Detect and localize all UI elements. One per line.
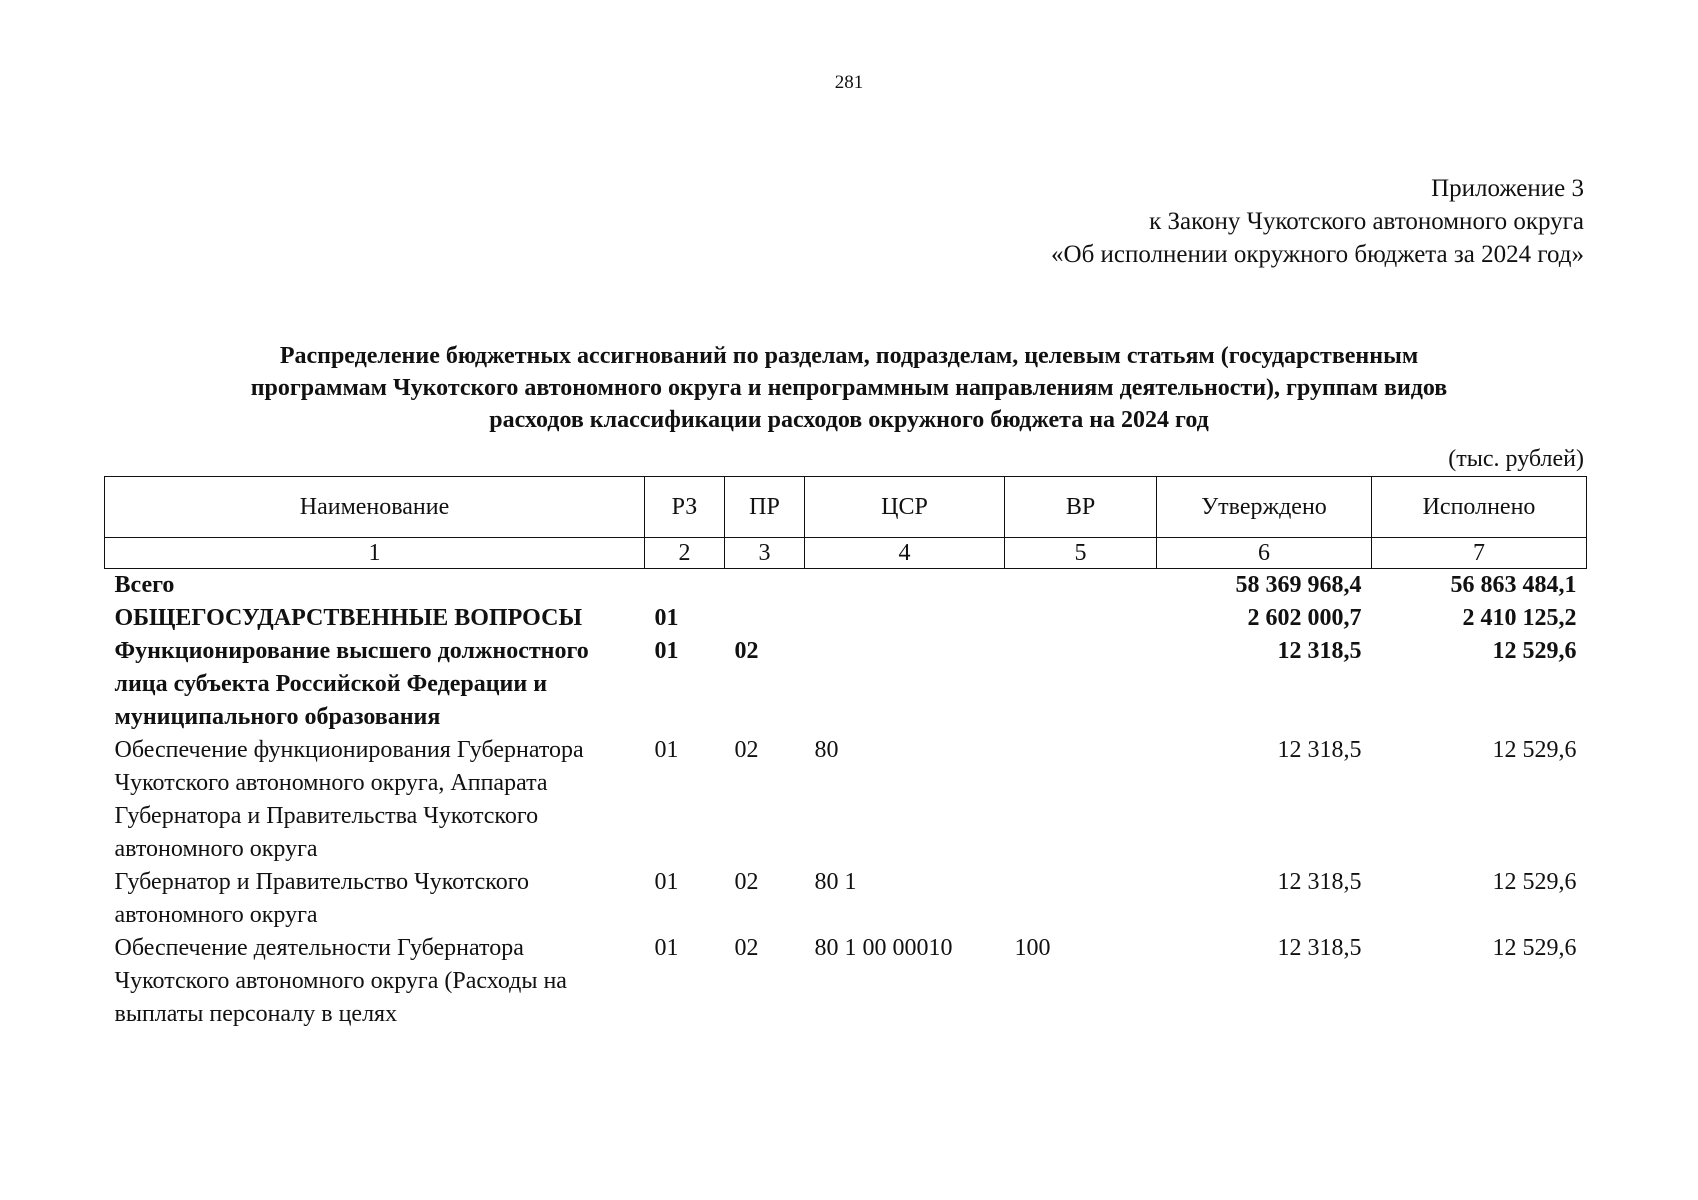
- units-label: (тыс. рублей): [1448, 446, 1584, 472]
- row-executed: 12 529,6: [1492, 638, 1577, 664]
- row-name: Всего: [114, 572, 175, 598]
- header-name: Наименование: [105, 477, 645, 538]
- row-csr: [805, 569, 1005, 603]
- title-line: программам Чукотского автономного округа и непрограммным направлениям деятельности), группам видов: [250, 375, 1448, 401]
- row-pr: 02: [734, 869, 759, 895]
- row-rz: 01: [654, 605, 679, 631]
- header-approved: Утверждено: [1157, 477, 1372, 538]
- row-name: Функционирование высшего должностного лица субъекта Российской Федерации и муниципального образования: [114, 638, 589, 730]
- header-csr: ЦСР: [805, 477, 1005, 538]
- row-vr: [1005, 569, 1157, 603]
- row-vr: [1005, 635, 1157, 734]
- column-number-row: [105, 538, 1587, 569]
- row-rz: 01: [654, 737, 679, 763]
- appendix-line: к Закону Чукотского автономного округа: [1149, 208, 1584, 235]
- row-pr: [725, 569, 805, 603]
- row-csr: [805, 635, 1005, 734]
- row-name: Обеспечение деятельности Губернатора Чукотского автономного округа (Расходы на выплаты персоналу в целях: [114, 935, 567, 1027]
- row-pr: 02: [734, 935, 759, 961]
- row-rz: 01: [654, 869, 679, 895]
- document-title: [100, 340, 1598, 436]
- column-number: 3: [725, 538, 805, 569]
- title-line: расходов классификации расходов окружного бюджета на 2024 год: [489, 407, 1209, 433]
- row-pr: [725, 602, 805, 635]
- row-pr: 02: [734, 638, 759, 664]
- row-rz: [645, 569, 725, 603]
- row-executed: 2 410 125,2: [1462, 605, 1577, 631]
- column-number: 7: [1372, 538, 1587, 569]
- row-rz: 01: [654, 638, 679, 664]
- column-number: 2: [645, 538, 725, 569]
- row-rz: 01: [654, 935, 679, 961]
- appendix-line: «Об исполнении окружного бюджета за 2024 год»: [1051, 241, 1584, 268]
- header-pr: ПР: [725, 477, 805, 538]
- row-vr: 100: [1014, 935, 1051, 961]
- header-rz: РЗ: [645, 477, 725, 538]
- appendix-line: Приложение 3: [1431, 175, 1584, 202]
- row-csr: 80: [814, 737, 839, 763]
- appendix-reference: [1051, 172, 1584, 271]
- row-approved: 58 369 968,4: [1235, 572, 1362, 598]
- row-vr: [1005, 602, 1157, 635]
- header-vr: ВР: [1005, 477, 1157, 538]
- row-name: ОБЩЕГОСУДАРСТВЕННЫЕ ВОПРОСЫ: [114, 605, 583, 631]
- table-row: [105, 932, 1587, 1031]
- row-vr: [1005, 734, 1157, 866]
- row-approved: 2 602 000,7: [1247, 605, 1362, 631]
- table-row-total: [105, 569, 1587, 603]
- row-approved: 12 318,5: [1277, 935, 1362, 961]
- page-number: 281: [834, 72, 864, 93]
- row-executed: 12 529,6: [1492, 935, 1577, 961]
- row-csr: [805, 602, 1005, 635]
- row-approved: 12 318,5: [1277, 638, 1362, 664]
- column-number: 4: [805, 538, 1005, 569]
- column-number: 5: [1005, 538, 1157, 569]
- row-approved: 12 318,5: [1277, 869, 1362, 895]
- table-header-row: [105, 477, 1587, 538]
- table-row: [105, 602, 1587, 635]
- row-executed: 12 529,6: [1492, 869, 1577, 895]
- table-row: [105, 734, 1587, 866]
- row-csr: 80 1: [814, 869, 857, 895]
- column-number: 1: [105, 538, 645, 569]
- column-number: 6: [1157, 538, 1372, 569]
- row-approved: 12 318,5: [1277, 737, 1362, 763]
- table-row: [105, 866, 1587, 932]
- row-vr: [1005, 866, 1157, 932]
- row-name: Губернатор и Правительство Чукотского автономного округа: [114, 869, 529, 928]
- header-executed: Исполнено: [1372, 477, 1587, 538]
- row-pr: 02: [734, 737, 759, 763]
- row-executed: 12 529,6: [1492, 737, 1577, 763]
- budget-table: [104, 476, 1587, 1031]
- title-line: Распределение бюджетных ассигнований по разделам, подразделам, целевым статьям (государственным: [279, 343, 1419, 369]
- row-name: Обеспечение функционирования Губернатора Чукотского автономного округа, Аппарата Губернатора и Правительства Чукотского автономного округа: [114, 737, 584, 862]
- row-executed: 56 863 484,1: [1450, 572, 1577, 598]
- table-row: [105, 635, 1587, 734]
- row-csr: 80 1 00 00010: [814, 935, 953, 961]
